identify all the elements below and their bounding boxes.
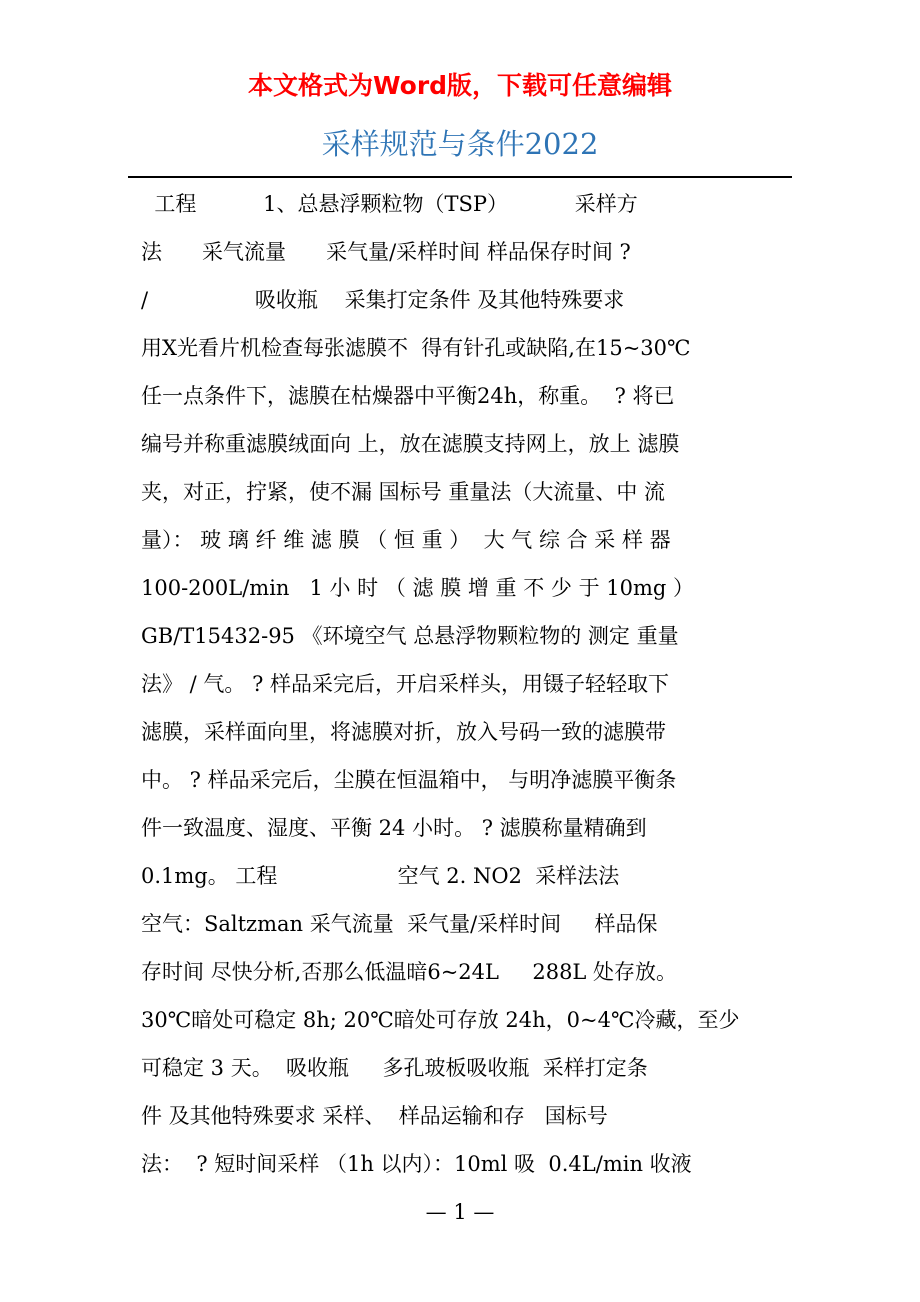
- body-line: 可稳定 3 天。 吸收瓶 多孔玻板吸收瓶 采样打定条: [141, 1056, 648, 1080]
- body-line: 编号并称重滤膜绒面向 上，放在滤膜支持网上，放上 滤膜: [141, 432, 680, 456]
- body-line: 30℃暗处可稳定 8h; 20℃暗处可存放 24h，0~4℃冷藏，至少: [141, 1008, 740, 1032]
- document-body: [141, 180, 781, 1188]
- body-line: 任一点条件下，滤膜在枯燥器中平衡24h，称重。 ? 将已: [141, 384, 675, 408]
- page-number: — 1 —: [425, 1200, 495, 1224]
- title-divider: [128, 176, 792, 178]
- body-line: 件 及其他特殊要求 采样、 样品运输和存 国标号: [141, 1104, 608, 1128]
- body-line: 0.1mg。 工程 空气 2. NO2 采样法法: [141, 864, 620, 888]
- body-line: / 吸收瓶 采集打定条件 及其他特殊要求: [141, 288, 625, 312]
- body-line: 100-200L/min 1 小 时 （ 滤 膜 增 重 不 少 于 10mg ）: [141, 576, 695, 600]
- document-title: 采样规范与条件2022: [321, 127, 599, 161]
- body-line: 量）： 玻 璃 纤 维 滤 膜 （ 恒 重 ） 大 气 综 合 采 样 器: [141, 528, 671, 552]
- body-line: 用X光看片机检查每张滤膜不 得有针孔或缺陷,在15~30℃: [141, 336, 691, 360]
- body-line: 存时间 尽快分析,否那么低温暗6~24L 288L 处存放。: [141, 960, 678, 984]
- body-line: 滤膜，采样面向里，将滤膜对折，放入号码一致的滤膜带: [141, 720, 666, 744]
- body-line: GB/T15432-95 《环境空气 总悬浮物颗粒物的 测定 重量: [141, 624, 679, 648]
- body-line: 件一致温度、湿度、平衡 24 小时。 ? 滤膜称量精确到: [141, 816, 647, 840]
- body-line: 中。 ? 样品采完后，尘膜在恒温箱中， 与明净滤膜平衡条: [141, 768, 677, 792]
- body-line: 空气：Saltzman 采气流量 采气量/采样时间 样品保: [141, 912, 658, 936]
- body-line: 夹，对正，拧紧，使不漏 国标号 重量法（大流量、中 流: [141, 480, 666, 504]
- body-line: 法》 / 气。 ? 样品采完后，开启采样头，用镊子轻轻取下: [141, 672, 670, 696]
- body-line: 法： ? 短时间采样 （1h 以内）：10ml 吸 0.4L/min 收液: [141, 1152, 692, 1176]
- body-line: 法 采气流量 采气量/采样时间 样品保存时间 ?: [141, 240, 631, 264]
- download-banner: 本文格式为Word版，下载可任意编辑: [247, 71, 673, 100]
- body-line: 工程 1、总悬浮颗粒物（TSP） 采样方: [141, 192, 638, 216]
